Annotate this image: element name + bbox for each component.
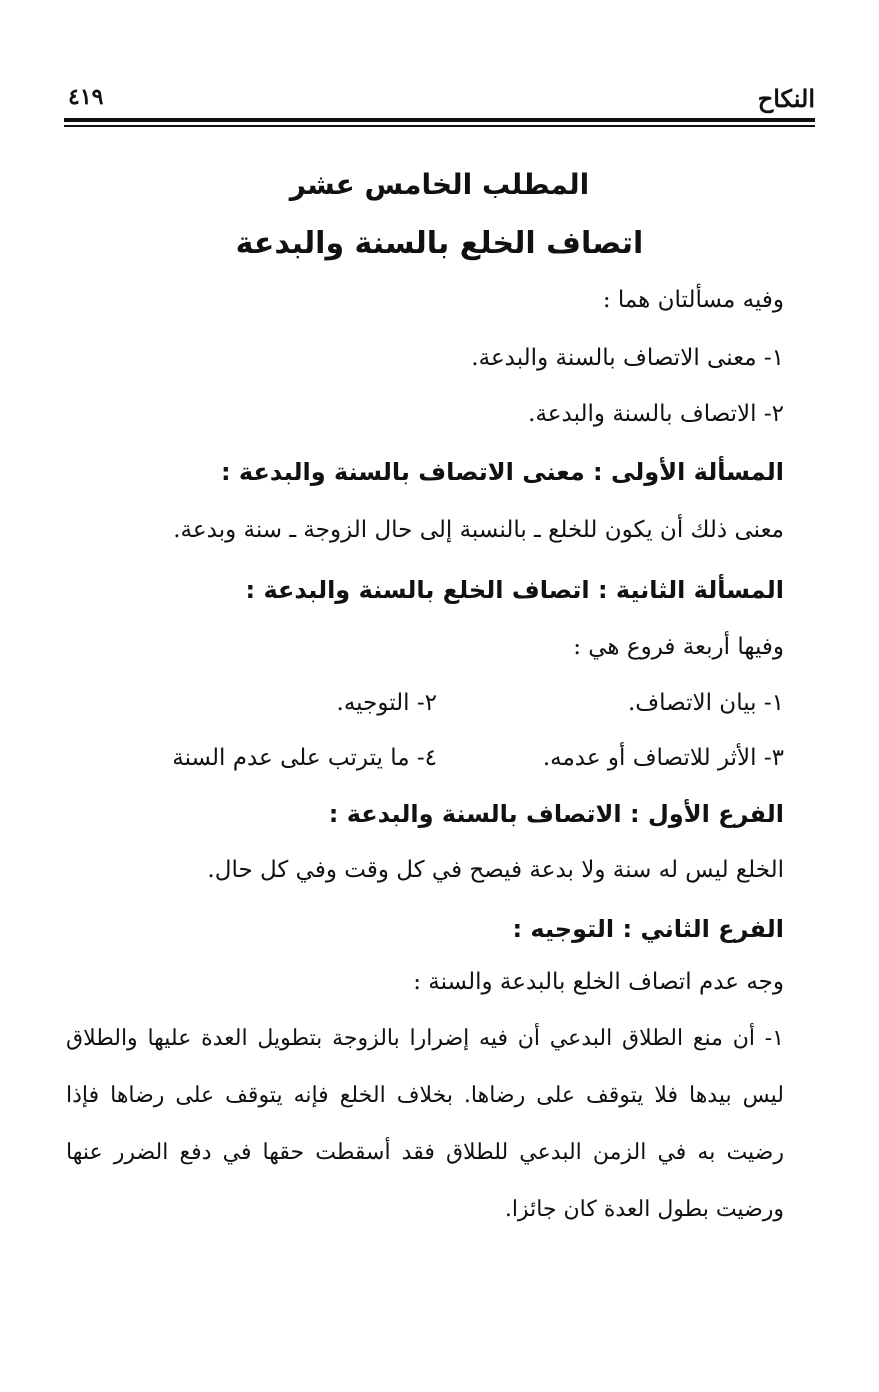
topic-heading: اتصاف الخلع بالسنة والبدعة (235, 226, 644, 261)
intro-item-2: ٢- الاتصاف بالسنة والبدعة. (528, 401, 784, 427)
running-header (64, 84, 815, 114)
branch2-paragraph: ١- أن منع الطلاق البدعي أن فيه إضرارا بالزوجة بتطويل العدة عليها والطلاق ليس بيدها فلا يتوقف على رضاها. بخلاف الخلع فإنه يتوقف على رضاها فإذا رضيت به في الزمن البدعي للطلاق فقد أسقطت حقها في دفع الضرر عنها ورضيت بطول العدة كان جائزا. (66, 1026, 784, 1222)
intro-item-1: ١- معنى الاتصاف بالسنة والبدعة. (471, 345, 784, 371)
issue2-title: المسألة الثانية : اتصاف الخلع بالسنة والبدعة : (245, 576, 784, 604)
branch-list-item-4: ٤- ما يترتب على عدم السنة (172, 745, 437, 771)
page-number: ٤١٩ (68, 84, 104, 110)
issue2-lead: وفيها أربعة فروع هي : (573, 634, 784, 660)
branch2-lead: وجه عدم اتصاف الخلع بالبدعة والسنة : (413, 969, 784, 995)
section-heading: المطلب الخامس عشر (289, 168, 590, 201)
intro-lead: وفيه مسألتان هما : (602, 287, 784, 313)
issue1-text: معنى ذلك أن يكون للخلع ـ بالنسبة إلى حال الزوجة ـ سنة وبدعة. (173, 517, 784, 543)
branch1-text: الخلع ليس له سنة ولا بدعة فيصح في كل وقت وفي كل حال. (207, 857, 784, 883)
branch-list-item-2: ٢- التوجيه. (336, 690, 437, 716)
header-rule (64, 118, 815, 122)
chapter-title: النكاح (757, 84, 815, 113)
header-rule-thin (64, 125, 815, 127)
branch-list-item-1: ١- بيان الاتصاف. (627, 690, 784, 716)
issue1-title: المسألة الأولى : معنى الاتصاف بالسنة والبدعة : (220, 458, 784, 486)
branch2-title: الفرع الثاني : التوجيه : (512, 915, 784, 943)
branch1-title: الفرع الأول : الاتصاف بالسنة والبدعة : (328, 800, 784, 828)
branch-list-item-3: ٣- الأثر للاتصاف أو عدمه. (542, 745, 784, 771)
